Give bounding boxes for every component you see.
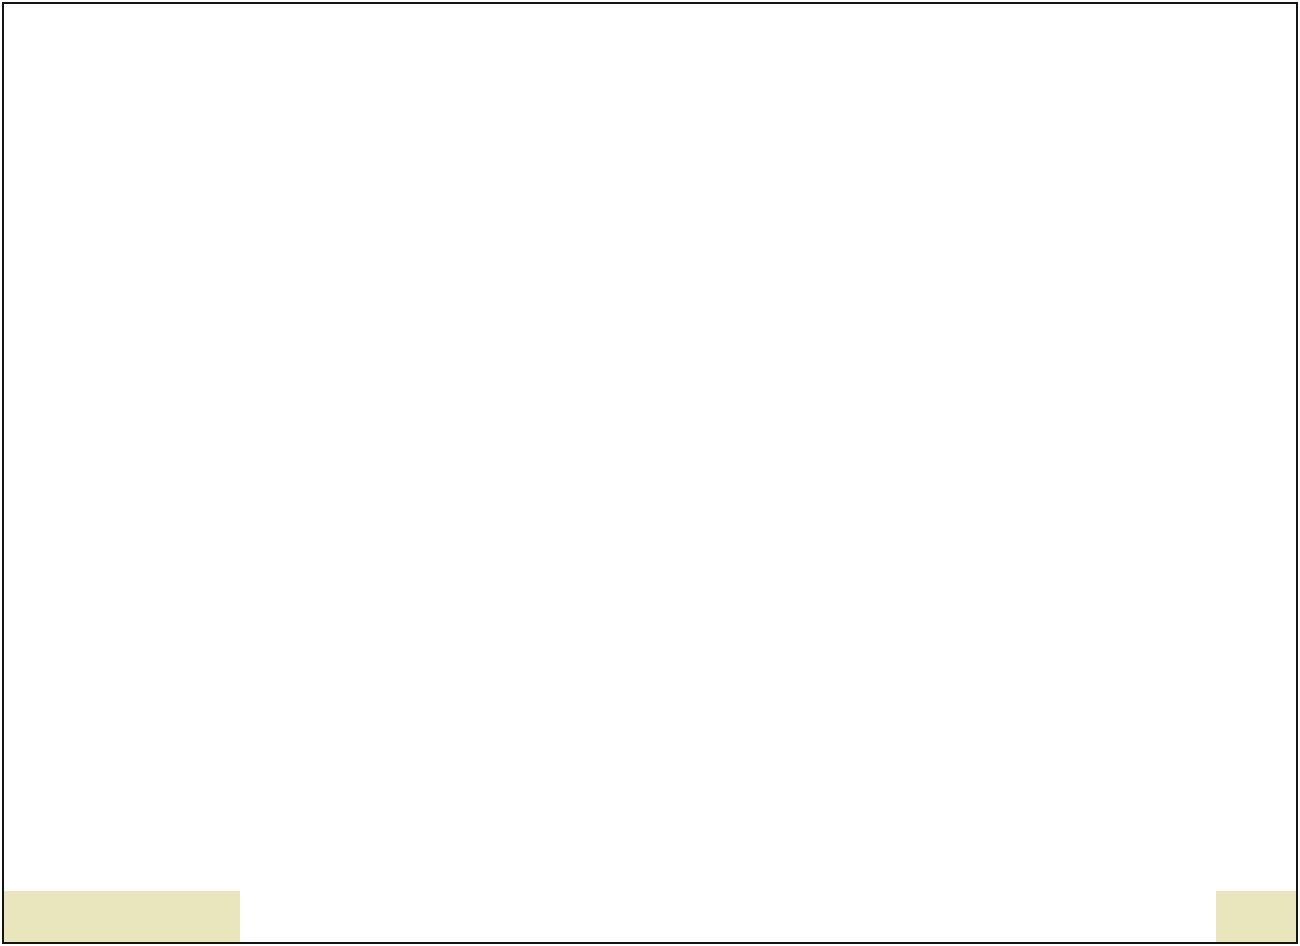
page-number-right (1216, 891, 1296, 942)
page-number-left (4, 891, 240, 942)
figure-8-apothecium-drawing (690, 653, 1265, 858)
perithecium-illustration (45, 556, 323, 816)
apothecium-illustration (690, 653, 1265, 858)
column-1 (47, 45, 323, 55)
figure-7-perithecium-drawing (45, 556, 323, 816)
column-3 (692, 45, 968, 55)
